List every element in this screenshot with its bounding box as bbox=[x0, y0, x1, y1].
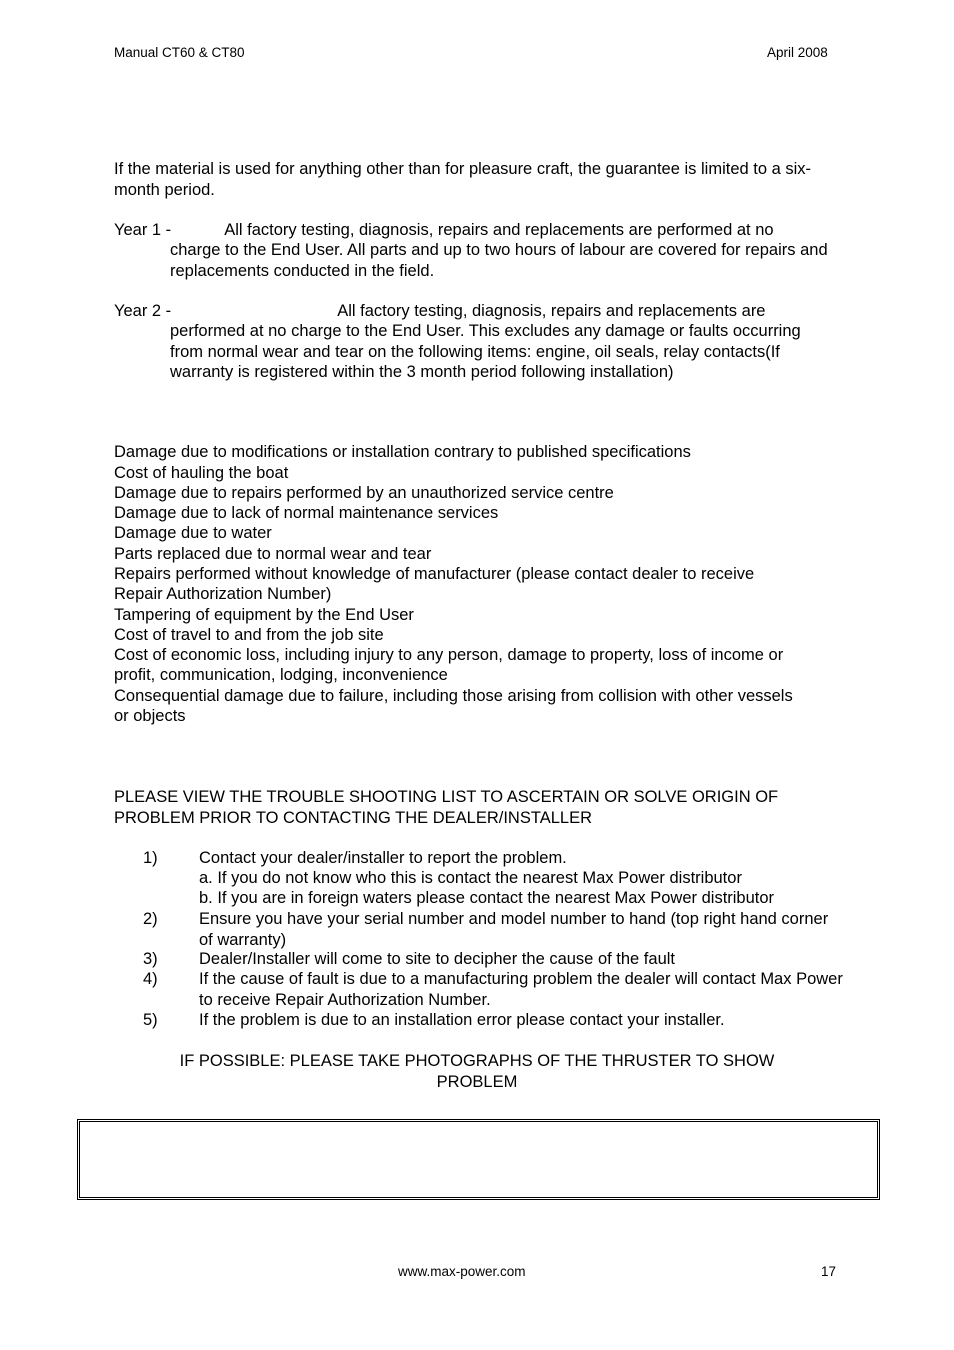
intro-paragraph: If the material is used for anything other than for pleasure craft, the guarantee is limited to a six-month period. bbox=[114, 160, 812, 199]
exclusion-item: Consequential damage due to failure, including those arising from collision with other vessels bbox=[114, 687, 793, 705]
substep-item: b. If you are in foreign waters please contact the nearest Max Power distributor bbox=[199, 889, 775, 907]
step-text: Contact your dealer/installer to report the problem. bbox=[199, 849, 567, 867]
exclusion-item: Cost of economic loss, including injury to any person, damage to property, loss of income or bbox=[114, 646, 784, 664]
header-title: Manual CT60 & CT80 bbox=[114, 45, 245, 60]
notes-box bbox=[77, 1119, 880, 1200]
footer-url: www.max-power.com bbox=[398, 1264, 526, 1279]
exclusion-item: profit, communication, lodging, inconvenience bbox=[114, 666, 448, 684]
step-number: 1) bbox=[143, 849, 158, 867]
year2-label-text: Year 2 - bbox=[114, 302, 172, 320]
substep-item: a. If you do not know who this is contact the nearest Max Power distributor bbox=[199, 869, 742, 887]
exclusion-item: Cost of travel to and from the job site bbox=[114, 626, 384, 644]
year2-body: performed at no charge to the End User. This excludes any damage or faults occurring from normal wear and tear on the following items: engine, oil seals, relay contacts(If warranty is registered within the 3 month period following installation) bbox=[170, 322, 801, 381]
exclusion-item: Tampering of equipment by the End User bbox=[114, 606, 414, 624]
header-date: April 2008 bbox=[767, 45, 828, 60]
step-text: If the cause of fault is due to a manufacturing problem the dealer will contact Max Power to receive Repair Authorization Number. bbox=[199, 970, 843, 1009]
exclusion-item: Repairs performed without knowledge of manufacturer (please contact dealer to receive bbox=[114, 565, 755, 583]
step-text: If the problem is due to an installation error please contact your installer. bbox=[199, 1011, 725, 1029]
year2-label bbox=[114, 301, 766, 322]
exclusion-item: or objects bbox=[114, 707, 186, 725]
year1-label bbox=[114, 220, 774, 241]
troubleshooting-notice: PLEASE VIEW THE TROUBLE SHOOTING LIST TO ASCERTAIN OR SOLVE ORIGIN OF PROBLEM PRIOR TO CONTACTING THE DEALER/INSTALLER bbox=[114, 788, 779, 827]
step-text: Dealer/Installer will come to site to decipher the cause of the fault bbox=[199, 950, 675, 968]
step-number: 4) bbox=[143, 970, 158, 988]
page-number: 17 bbox=[821, 1264, 837, 1279]
year2-first-line: All factory testing, diagnosis, repairs and replacements are bbox=[337, 302, 766, 320]
step-number: 2) bbox=[143, 910, 158, 928]
exclusion-item: Parts replaced due to normal wear and tear bbox=[114, 545, 432, 563]
exclusion-item: Repair Authorization Number) bbox=[114, 585, 332, 603]
exclusion-item: Damage due to repairs performed by an unauthorized service centre bbox=[114, 484, 614, 502]
year1-first-line: All factory testing, diagnosis, repairs and replacements are performed at no bbox=[224, 221, 774, 239]
step-text: Ensure you have your serial number and model number to hand (top right hand corner of warranty) bbox=[199, 910, 829, 949]
exclusion-item: Damage due to water bbox=[114, 524, 272, 542]
exclusion-item: Damage due to modifications or installation contrary to published specifications bbox=[114, 443, 691, 461]
year1-body: charge to the End User. All parts and up to two hours of labour are covered for repairs and replacements conducted in the field. bbox=[170, 241, 828, 280]
year1-label-text: Year 1 - bbox=[114, 221, 172, 239]
step-number: 3) bbox=[143, 950, 158, 968]
exclusion-item: Cost of hauling the boat bbox=[114, 464, 289, 482]
photo-note: IF POSSIBLE: PLEASE TAKE PHOTOGRAPHS OF THE THRUSTER TO SHOW PROBLEM bbox=[179, 1052, 775, 1091]
step-number: 5) bbox=[143, 1011, 158, 1029]
exclusion-item: Damage due to lack of normal maintenance services bbox=[114, 504, 499, 522]
